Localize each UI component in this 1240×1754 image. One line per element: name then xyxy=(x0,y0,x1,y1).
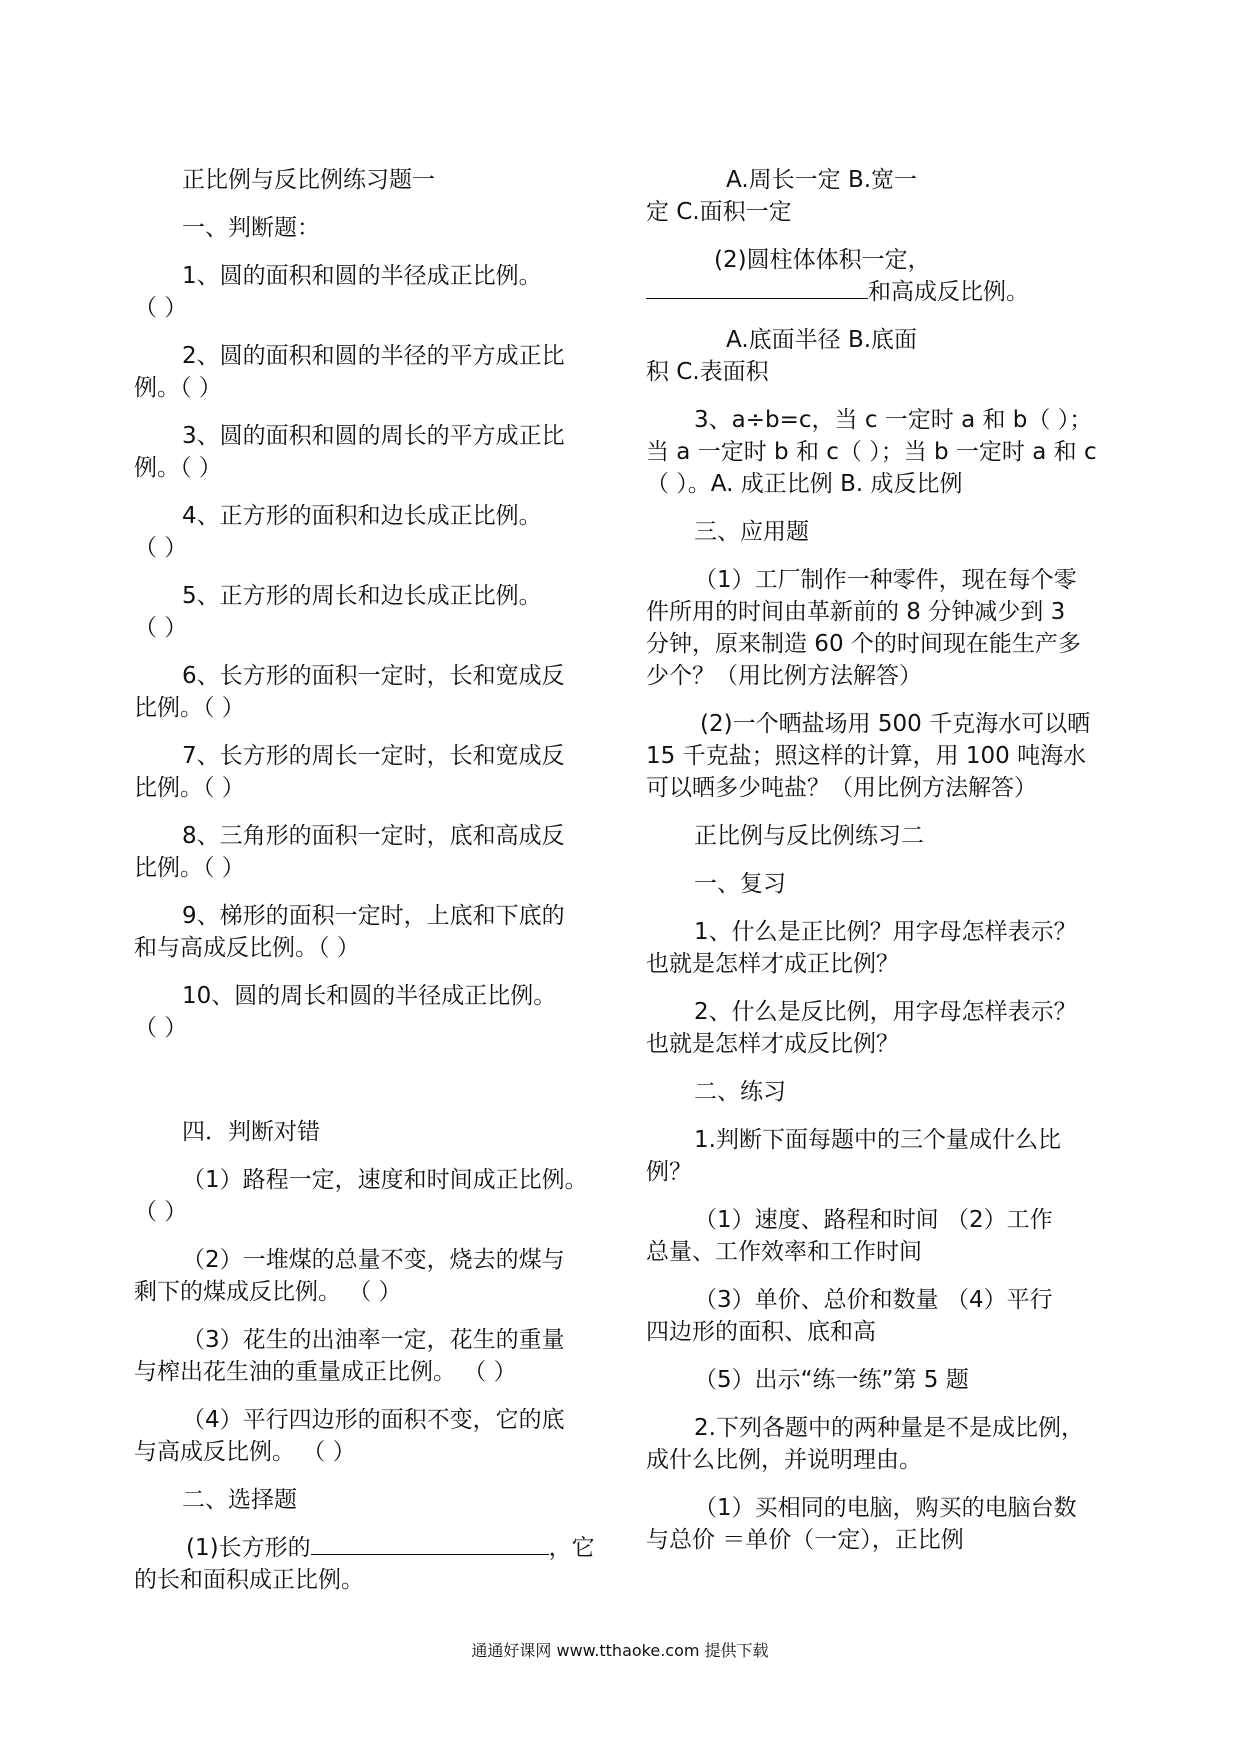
tf-1-answer: （ ） xyxy=(134,1199,188,1225)
practice-2-item-1-continued: 与总价 ＝单价（一定），正比例 xyxy=(646,1527,964,1553)
choice-3-line-3: （ ）。A. 成正比例 B. 成反比例 xyxy=(646,471,963,497)
choice-1-options: A.周长一定 B.宽一 xyxy=(726,167,918,193)
question-6-text: 6、长方形的面积一定时，长和宽成反 xyxy=(182,663,565,689)
question-1-text: 1、圆的面积和圆的半径成正比例。 xyxy=(182,263,542,289)
question-2-answer: 例。（ ） xyxy=(134,375,222,401)
question-1-answer: （ ） xyxy=(134,295,188,321)
question-8-answer: 比例。（ ） xyxy=(134,855,245,881)
tf-3-answer: 与榨出花生油的重量成正比例。 （ ） xyxy=(134,1359,517,1385)
review-2-text: 2、什么是反比例，用字母怎样表示？ xyxy=(694,999,1077,1025)
section-heading-true-false: 四．判断对错 xyxy=(182,1119,320,1145)
choice-2-options-continued: 积 C.表面积 xyxy=(646,359,769,385)
choice-3-line-2: 当 a 一定时 b 和 c（ ）；当 b 一定时 a 和 c xyxy=(646,439,1097,465)
application-1-line-4: 少个？（用比例方法解答） xyxy=(646,663,922,689)
question-5-answer: （ ） xyxy=(134,615,188,641)
practice-2-item-1: （1）买相同的电脑，购买的电脑台数 xyxy=(694,1495,1077,1521)
page-footer: 通通好课网 www.tthaoke.com 提供下载 xyxy=(471,1641,769,1660)
tf-3-text: （3）花生的出油率一定，花生的重量 xyxy=(182,1327,565,1353)
choice-1-text xyxy=(186,1532,595,1564)
question-7-answer: 比例。（ ） xyxy=(134,775,245,801)
practice-1-line-2: 例？ xyxy=(646,1159,692,1185)
section-heading-judgment: 一、判断题： xyxy=(182,215,320,241)
choice-1-options-continued: 定 C.面积一定 xyxy=(646,199,792,225)
choice-3-text: 3、a÷b=c，当 c 一定时 a 和 b（ ）； xyxy=(694,407,1093,433)
question-8-text: 8、三角形的面积一定时，底和高成反 xyxy=(182,823,565,849)
application-2-line-2: 15 千克盐；照这样的计算，用 100 吨海水 xyxy=(646,743,1087,769)
application-1-text: （1）工厂制作一种零件，现在每个零 xyxy=(694,567,1077,593)
practice-1-items-3-4-continued: 四边形的面积、底和高 xyxy=(646,1319,876,1345)
question-9-text: 9、梯形的面积一定时，上底和下底的 xyxy=(182,903,565,929)
practice-1-item-5: （5）出示“练一练”第 5 题 xyxy=(694,1367,969,1393)
application-2-text: (2)一个晒盐场用 500 千克海水可以晒 xyxy=(700,711,1091,737)
section-heading-choice: 二、选择题 xyxy=(182,1487,297,1513)
section-heading-application: 三、应用题 xyxy=(694,519,809,545)
tf-4-text: （4）平行四边形的面积不变，它的底 xyxy=(182,1407,565,1433)
practice-1-items-3-4: （3）单价、总价和数量 （4）平行 xyxy=(694,1287,1053,1313)
choice-2-suffix: 和高成反比例。 xyxy=(868,279,1029,305)
answer-blank xyxy=(646,276,868,299)
tf-2-answer: 剩下的煤成反比例。 （ ） xyxy=(134,1279,402,1305)
worksheet-title-2: 正比例与反比例练习二 xyxy=(694,823,924,849)
worksheet-title: 正比例与反比例练习题一 xyxy=(182,167,435,193)
review-1-text: 1、什么是正比例？用字母怎样表示？ xyxy=(694,919,1077,945)
practice-2-text: 2.下列各题中的两种量是不是成比例， xyxy=(694,1415,1084,1441)
tf-2-text: （2）一堆煤的总量不变，烧去的煤与 xyxy=(182,1247,565,1273)
question-2-text: 2、圆的面积和圆的半径的平方成正比 xyxy=(182,343,565,369)
choice-2-text: (2)圆柱体体积一定， xyxy=(714,247,931,273)
question-6-answer: 比例。（ ） xyxy=(134,695,245,721)
question-7-text: 7、长方形的周长一定时，长和宽成反 xyxy=(182,743,565,769)
question-4-text: 4、正方形的面积和边长成正比例。 xyxy=(182,503,542,529)
review-1-line-2: 也就是怎样才成正比例？ xyxy=(646,951,899,977)
application-1-line-3: 分钟，原来制造 60 个的时间现在能生产多 xyxy=(646,631,1081,657)
practice-2-line-2: 成什么比例，并说明理由。 xyxy=(646,1447,922,1473)
question-10-text: 10、圆的周长和圆的半径成正比例。 xyxy=(182,983,557,1009)
section-heading-review: 一、复习 xyxy=(694,871,786,897)
tf-1-text: （1）路程一定，速度和时间成正比例。 xyxy=(182,1167,588,1193)
practice-1-items-1-2-continued: 总量、工作效率和工作时间 xyxy=(646,1239,922,1265)
application-1-line-2: 件所用的时间由革新前的 8 分钟减少到 3 xyxy=(646,599,1066,625)
question-4-answer: （ ） xyxy=(134,535,188,561)
choice-2-continuation xyxy=(646,276,1029,308)
application-2-line-3: 可以晒多少吨盐？（用比例方法解答） xyxy=(646,775,1037,801)
section-heading-practice: 二、练习 xyxy=(694,1079,786,1105)
tf-4-answer: 与高成反比例。 （ ） xyxy=(134,1439,356,1465)
question-5-text: 5、正方形的周长和边长成正比例。 xyxy=(182,583,542,609)
question-10-answer: （ ） xyxy=(134,1015,188,1041)
choice-1-continuation: 的长和面积成正比例。 xyxy=(134,1567,364,1593)
practice-1-items-1-2: （1）速度、路程和时间 （2）工作 xyxy=(694,1207,1053,1233)
choice-1-suffix: ，它 xyxy=(548,1535,595,1561)
question-3-text: 3、圆的面积和圆的周长的平方成正比 xyxy=(182,423,565,449)
practice-1-text: 1.判断下面每题中的三个量成什么比 xyxy=(694,1127,1061,1153)
review-2-line-2: 也就是怎样才成反比例？ xyxy=(646,1031,899,1057)
answer-blank xyxy=(311,1532,549,1555)
question-9-answer: 和与高成反比例。（ ） xyxy=(134,935,360,961)
choice-1-prefix: (1)长方形的 xyxy=(186,1535,311,1561)
choice-2-options: A.底面半径 B.底面 xyxy=(726,327,918,353)
question-3-answer: 例。（ ） xyxy=(134,455,222,481)
